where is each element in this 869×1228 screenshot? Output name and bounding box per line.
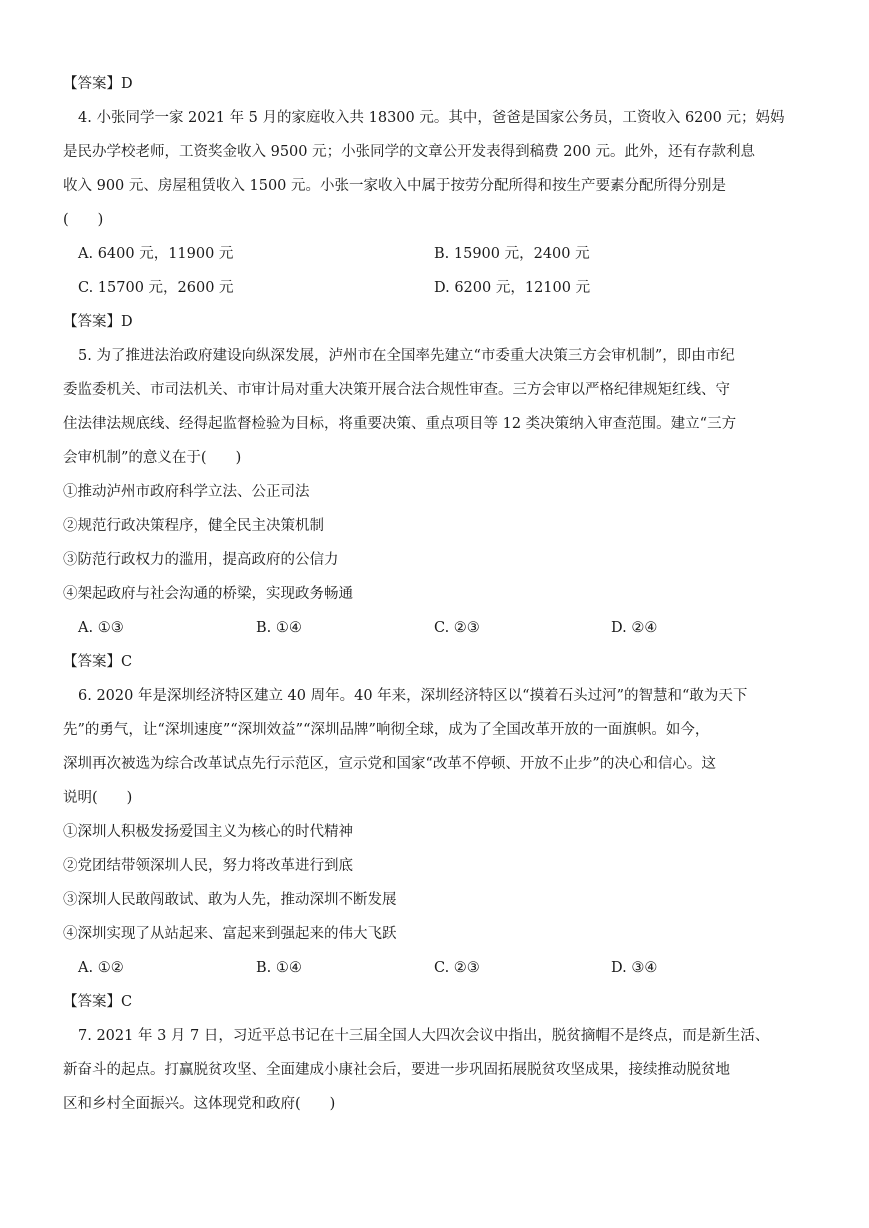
q5-statement-3: ③防范行政权力的滥用，提高政府的公信力	[63, 552, 339, 568]
q4-text-line-2: 是民办学校老师，工资奖金收入 9500 元；小张同学的文章公开发表得到稿费 200 元。此外，还有存款利息	[63, 144, 756, 160]
q7-text-line-3: 区和乡村全面振兴。这体现党和政府( )	[63, 1096, 336, 1112]
answer-q4: 【答案】D	[63, 314, 133, 330]
answer-q5: 【答案】C	[63, 654, 133, 670]
q5-option-d: D. ②④	[611, 620, 658, 636]
q5-text-line-1: 5. 为了推进法治政府建设向纵深发展，泸州市在全国率先建立“市委重大决策三方会审机制”，即由市纪	[78, 348, 735, 364]
q5-option-b: B. ①④	[256, 620, 302, 636]
q6-statement-2: ②党团结带领深圳人民，努力将改革进行到底	[63, 858, 353, 874]
q4-option-b: B. 15900 元，2400 元	[434, 246, 590, 262]
q6-text-line-4: 说明( )	[63, 790, 133, 806]
q5-text-line-3: 住法律法规底线、经得起监督检验为目标，将重要决策、重点项目等 12 类决策纳入审查范围。建立“三方	[63, 416, 737, 432]
q6-statement-3: ③深圳人民敢闯敢试、敢为人先，推动深圳不断发展	[63, 892, 397, 908]
q5-option-a: A. ①③	[78, 620, 124, 636]
q4-option-a: A. 6400 元，11900 元	[78, 246, 234, 262]
q6-text-line-1: 6. 2020 年是深圳经济特区建立 40 周年。40 年来，深圳经济特区以“摸着石头过河”的智慧和“敢为天下	[78, 688, 748, 704]
q5-option-c: C. ②③	[434, 620, 480, 636]
answer-q6: 【答案】C	[63, 994, 133, 1010]
answer-q3: 【答案】D	[63, 76, 133, 92]
q6-option-a: A. ①②	[78, 960, 124, 976]
q5-text-line-4: 会审机制”的意义在于( )	[63, 450, 242, 466]
q6-text-line-2: 先”的勇气，让“深圳速度”“深圳效益”“深圳品牌”响彻全球，成为了全国改革开放的一面旗帜。如今，	[63, 722, 710, 738]
q6-statement-1: ①深圳人积极发扬爱国主义为核心的时代精神	[63, 824, 353, 840]
q5-text-line-2: 委监委机关、市司法机关、市审计局对重大决策开展合法合规性审查。三方会审以严格纪律规矩红线、守	[63, 382, 730, 398]
q6-option-c: C. ②③	[434, 960, 480, 976]
q6-option-d: D. ③④	[611, 960, 658, 976]
q7-text-line-2: 新奋斗的起点。打赢脱贫攻坚、全面建成小康社会后，要进一步巩固拓展脱贫攻坚成果，接续推动脱贫地	[63, 1062, 730, 1078]
q5-statement-1: ①推动泸州市政府科学立法、公正司法	[63, 484, 310, 500]
q6-statement-4: ④深圳实现了从站起来、富起来到强起来的伟大飞跃	[63, 926, 397, 942]
q4-text-line-3: 收入 900 元、房屋租赁收入 1500 元。小张一家收入中属于按劳分配所得和按生产要素分配所得分别是	[63, 178, 727, 194]
q6-text-line-3: 深圳再次被选为综合改革试点先行示范区，宣示党和国家“改革不停顿、开放不止步”的决心和信心。这	[63, 756, 716, 772]
q4-option-d: D. 6200 元，12100 元	[434, 280, 591, 296]
q6-option-b: B. ①④	[256, 960, 302, 976]
q5-statement-2: ②规范行政决策程序，健全民主决策机制	[63, 518, 324, 534]
q4-text-line-4: ( )	[63, 212, 104, 228]
q4-option-c: C. 15700 元，2600 元	[78, 280, 234, 296]
q5-statement-4: ④架起政府与社会沟通的桥梁，实现政务畅通	[63, 586, 353, 602]
q7-text-line-1: 7. 2021 年 3 月 7 日，习近平总书记在十三届全国人大四次会议中指出，脱贫摘帽不是终点，而是新生活、	[78, 1028, 770, 1044]
q4-text-line-1: 4. 小张同学一家 2021 年 5 月的家庭收入共 18300 元。其中，爸爸是国家公务员，工资收入 6200 元；妈妈	[78, 110, 785, 126]
